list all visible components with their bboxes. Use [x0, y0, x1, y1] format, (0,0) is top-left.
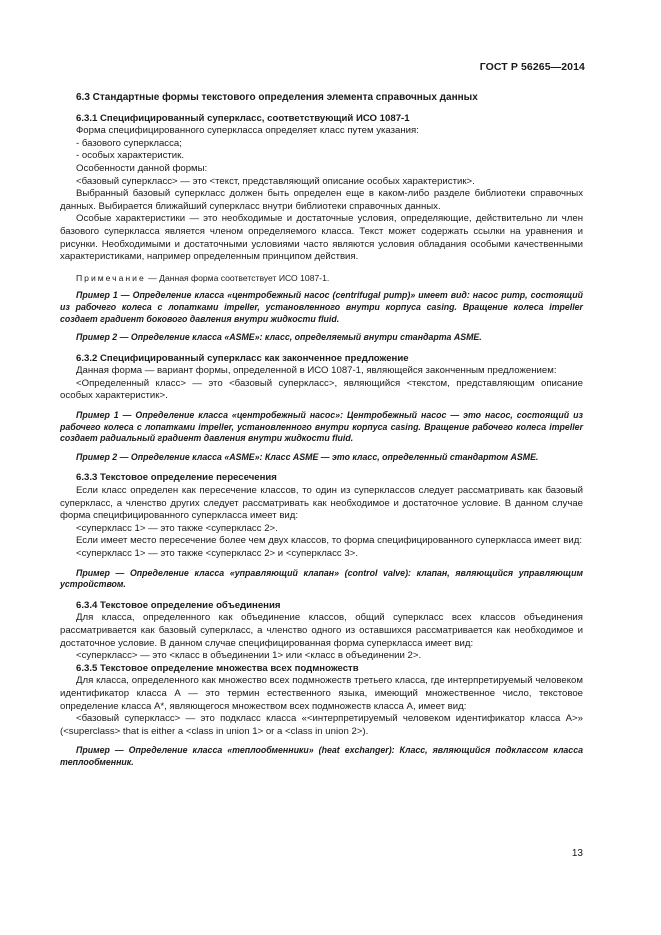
section-6-3-2-heading: 6.3.2 Специфицированный суперкласс как законченное предложение [76, 352, 409, 364]
page-number: 13 [571, 848, 583, 859]
note [60, 272, 583, 285]
example: Пример 2 — Определение класса «ASME»: Класс ASME — это класс, определенный стандартом ASME. [76, 451, 539, 462]
formula-line: <суперкласс> — это <класс в объединении 1> или <класс в объединении 2>. [76, 650, 422, 662]
note-label: Примечание [76, 272, 146, 283]
section-6-3-1-heading: 6.3.1 Специфицированный суперкласс, соответствующий ИСО 1087-1 [76, 112, 410, 124]
list-item: - базового суперкласса; [76, 137, 182, 149]
section-6-3-3-heading: 6.3.3 Текстовое определение пересечения [76, 472, 277, 484]
paragraph: Форма специфицированного суперкласса определяет класс путем указания: [76, 125, 419, 137]
example: Пример 2 — Определение класса «ASME»: класс, определяемый внутри стандарта ASME. [76, 332, 482, 343]
example: Пример — Определение класса «теплообменники» (heat exchanger): Класс, являющийся подклассом класса теплообменник. [60, 745, 583, 767]
formula-line: <базовый суперкласс> — это подкласс класса «<интерпретируемый человеком идентификатор класса А>» (<superclass> that is either a <class in union 1> or a <class in union 2>). [60, 713, 583, 737]
paragraph: Если класс определен как пересечение классов, то один из суперклассов следует рассматривать как базовый суперкласс, а членство других следует рассматривать как необходимое и достаточное условие. В данном случае форма специфицированного суперкласса имеет вид: [60, 485, 583, 522]
section-6-3-5-heading: 6.3.5 Текстовое определение множества всех подмножеств [76, 662, 359, 674]
paragraph: Для класса, определенного как множество всех подмножеств третьего класса, где интерпретируемый человеком идентификатор класса А — это термин естественного языка, имеющий множественное число, текстовое определение класса А*, являющегося множеством всех подмножеств класса А, имеет вид: [60, 675, 583, 712]
note-text: — Данная форма соответствует ИСО 1087-1. [145, 272, 330, 283]
paragraph: Выбранный базовый суперкласс должен быть определен еще в каком-либо разделе библиотеки справочных данных. Выбирается ближайший суперкласс внутри библиотеки справочных данных. [60, 188, 583, 212]
section-6-3-4-heading: 6.3.4 Текстовое определение объединения [76, 599, 281, 611]
section-6-3-heading: 6.3 Стандартные формы текстового определения элемента справочных данных [76, 92, 478, 103]
page-content [60, 92, 583, 769]
paragraph: <Определенный класс> — это <базовый суперкласс>, являющийся <текстом, представляющим описание особых характеристик>. [60, 377, 583, 402]
formula-line: <базовый суперкласс> — это <текст, представляющий описание особых характеристик>. [76, 175, 475, 187]
paragraph: Особые характеристики — это необходимые и достаточные условия, определяющие, действительно ли член базового суперкласса является членом определяемого класса. Текст может содержать ссылки на уравнения и рисунки. Необходимыми и достаточными условиями часто являются условия обладания особыми качественными характеристиками, например определенным принципом действия. [60, 213, 583, 263]
document-id: ГОСТ Р 56265—2014 [479, 61, 585, 73]
list-item: - особых характеристик. [76, 150, 185, 162]
paragraph: Особенности данной формы: [76, 162, 208, 174]
formula-line: <суперкласс 1> — это также <суперкласс 2> и <суперкласс 3>. [76, 548, 358, 559]
paragraph: Если имеет место пересечение более чем двух классов, то форма специфицированного суперкласса имеет вид: [76, 535, 583, 547]
paragraph: Данная форма — вариант формы, определенной в ИСО 1087-1, являющейся законченным предложением: [76, 365, 557, 377]
paragraph: Для класса, определенного как объединение классов, общий суперкласс всех классов объединения рассматривается как базовый суперкласс, а членство одного из оставшихся рассматривается как необходимое и достаточное условие. В данном случае специфицированная форма суперкласса имеет вид: [60, 612, 583, 649]
example: Пример — Определение класса «управляющий клапан» (control valve): клапан, являющийся управляющим устройством. [60, 567, 583, 590]
example: Пример 1 — Определение класса «центробежный насос (centrifugal pump)» имеет вид: насос pump, состоящий из рабочего колеса с лопатками impeller, установленного внутри корпуса casing. Вращение колеса impeller создает градиент бокового давления внутри жидкости fluid. [60, 290, 583, 324]
formula-line: <суперкласс 1> — это также <суперкласс 2>. [76, 522, 278, 534]
example: Пример 1 — Определение класса «центробежный насос»: Центробежный насос — это насос, состоящий из рабочего колеса с лопатками impeller, установленного внутри корпуса casing. Вращение рабочего колеса impeller создает радиальный градиент давления внутри жидкости fluid. [60, 410, 583, 444]
